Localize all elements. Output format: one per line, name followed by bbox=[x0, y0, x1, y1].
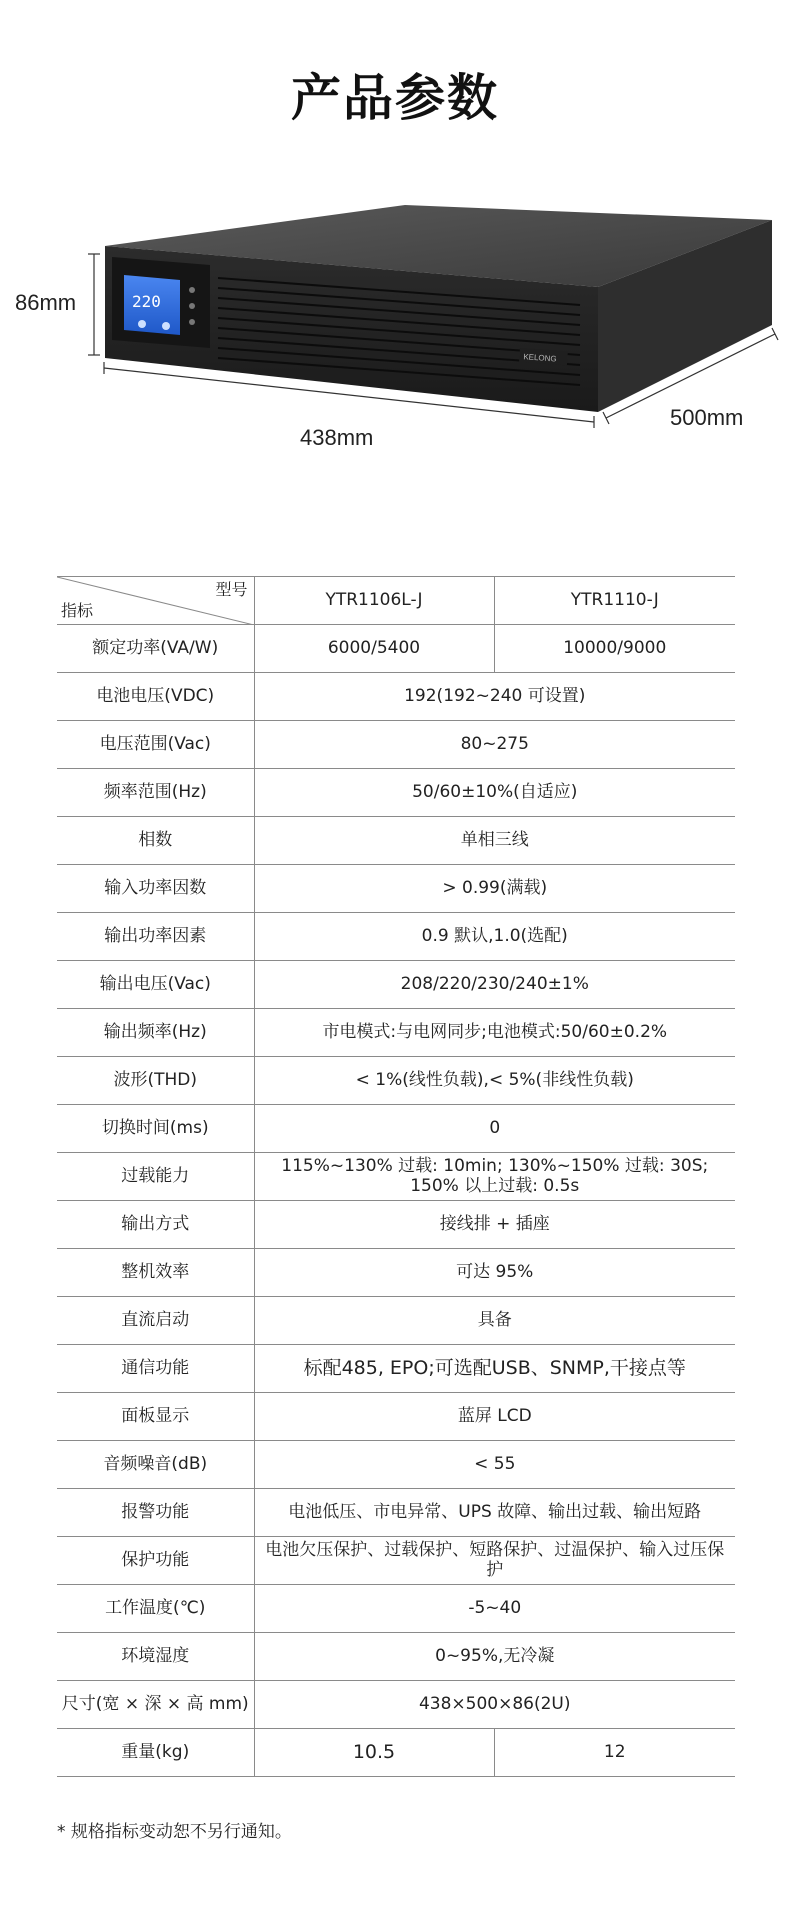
row-label: 环境湿度 bbox=[57, 1633, 254, 1681]
row-label: 过载能力 bbox=[57, 1153, 254, 1201]
row-value: 0.9 默认,1.0(选配) bbox=[254, 913, 735, 961]
table-row bbox=[57, 1633, 735, 1681]
table-row bbox=[57, 1057, 735, 1105]
row-label: 切换时间(ms) bbox=[57, 1105, 254, 1153]
table-row bbox=[57, 1681, 735, 1729]
row-value: 80~275 bbox=[254, 721, 735, 769]
row-label: 尺寸(宽 × 深 × 高 mm) bbox=[57, 1681, 254, 1729]
table-row bbox=[57, 1729, 735, 1777]
table-row bbox=[57, 673, 735, 721]
row-label: 重量(kg) bbox=[57, 1729, 254, 1777]
table-row bbox=[57, 1345, 735, 1393]
table-row bbox=[57, 1105, 735, 1153]
table-row bbox=[57, 961, 735, 1009]
row-label: 音频噪音(dB) bbox=[57, 1441, 254, 1489]
row-label: 电压范围(Vac) bbox=[57, 721, 254, 769]
row-value: 192(192~240 可设置) bbox=[254, 673, 735, 721]
row-value: 具备 bbox=[254, 1297, 735, 1345]
model-header: YTR1110-J bbox=[494, 577, 735, 625]
table-row bbox=[57, 769, 735, 817]
height-dimension-label: 86mm bbox=[15, 290, 77, 315]
table-row bbox=[57, 1489, 735, 1537]
row-value: 6000/5400 bbox=[254, 625, 494, 673]
row-value-line: 115%~130% 过载: 10min; 130%~150% 过载: 30S; bbox=[281, 1155, 709, 1176]
table-row bbox=[57, 1201, 735, 1249]
row-label: 额定功率(VA/W) bbox=[57, 625, 254, 673]
row-value: 50/60±10%(自适应) bbox=[254, 769, 735, 817]
row-value: 208/220/230/240±1% bbox=[254, 961, 735, 1009]
table-row bbox=[57, 1393, 735, 1441]
table-row bbox=[57, 1297, 735, 1345]
row-value bbox=[254, 1153, 735, 1201]
row-value: 蓝屏 LCD bbox=[254, 1393, 735, 1441]
spec-table bbox=[57, 576, 735, 1777]
row-value: 标配485, EPO;可选配USB、SNMP,干接点等 bbox=[254, 1345, 735, 1393]
row-label: 电池电压(VDC) bbox=[57, 673, 254, 721]
row-value: 电池欠压保护、过载保护、短路保护、过温保护、输入过压保护 bbox=[254, 1537, 735, 1585]
row-value: 438×500×86(2U) bbox=[254, 1681, 735, 1729]
table-row bbox=[57, 1153, 735, 1201]
corner-index-label: 指标 bbox=[61, 600, 94, 620]
row-label: 报警功能 bbox=[57, 1489, 254, 1537]
row-label: 相数 bbox=[57, 817, 254, 865]
row-label: 工作温度(℃) bbox=[57, 1585, 254, 1633]
table-row bbox=[57, 625, 735, 673]
row-value: 10000/9000 bbox=[494, 625, 735, 673]
table-row bbox=[57, 1441, 735, 1489]
depth-dimension-label: 500mm bbox=[670, 405, 744, 430]
row-value: 12 bbox=[494, 1729, 735, 1777]
footnote: * 规格指标变动恕不另行通知。 bbox=[57, 1822, 292, 1842]
row-value: 10.5 bbox=[254, 1729, 494, 1777]
row-value: 0~95%,无冷凝 bbox=[254, 1633, 735, 1681]
lcd-reading: 220 bbox=[132, 292, 161, 311]
row-value: -5~40 bbox=[254, 1585, 735, 1633]
table-row bbox=[57, 721, 735, 769]
product-illustration bbox=[0, 175, 790, 465]
row-value: 接线排 + 插座 bbox=[254, 1201, 735, 1249]
corner-cell bbox=[57, 577, 254, 625]
table-row bbox=[57, 1585, 735, 1633]
page-title: 产品参数 bbox=[291, 69, 499, 127]
row-value: 0 bbox=[254, 1105, 735, 1153]
row-value: > 0.99(满载) bbox=[254, 865, 735, 913]
row-label: 面板显示 bbox=[57, 1393, 254, 1441]
row-label: 输出频率(Hz) bbox=[57, 1009, 254, 1057]
table-row bbox=[57, 1537, 735, 1585]
row-label: 输出方式 bbox=[57, 1201, 254, 1249]
row-label: 波形(THD) bbox=[57, 1057, 254, 1105]
row-label: 输出电压(Vac) bbox=[57, 961, 254, 1009]
row-value: 单相三线 bbox=[254, 817, 735, 865]
row-label: 整机效率 bbox=[57, 1249, 254, 1297]
table-row bbox=[57, 1009, 735, 1057]
table-header-row bbox=[57, 577, 735, 625]
table-row bbox=[57, 817, 735, 865]
row-label: 输出功率因素 bbox=[57, 913, 254, 961]
row-label: 保护功能 bbox=[57, 1537, 254, 1585]
table-row bbox=[57, 913, 735, 961]
table-row bbox=[57, 1249, 735, 1297]
row-label: 频率范围(Hz) bbox=[57, 769, 254, 817]
row-value-line: 150% 以上过载: 0.5s bbox=[410, 1175, 580, 1196]
row-value: < 1%(线性负载),< 5%(非线性负载) bbox=[254, 1057, 735, 1105]
row-value: 电池低压、市电异常、UPS 故障、输出过载、输出短路 bbox=[254, 1489, 735, 1537]
corner-model-label: 型号 bbox=[215, 580, 248, 599]
row-value: < 55 bbox=[254, 1441, 735, 1489]
table-row bbox=[57, 865, 735, 913]
width-dimension-label: 438mm bbox=[300, 425, 374, 450]
row-value: 可达 95% bbox=[254, 1249, 735, 1297]
brand-logo: KELONG bbox=[523, 352, 557, 364]
row-label: 通信功能 bbox=[57, 1345, 254, 1393]
model-header: YTR1106L-J bbox=[254, 577, 494, 625]
row-value: 市电模式:与电网同步;电池模式:50/60±0.2% bbox=[254, 1009, 735, 1057]
row-label: 输入功率因数 bbox=[57, 865, 254, 913]
row-label: 直流启动 bbox=[57, 1297, 254, 1345]
